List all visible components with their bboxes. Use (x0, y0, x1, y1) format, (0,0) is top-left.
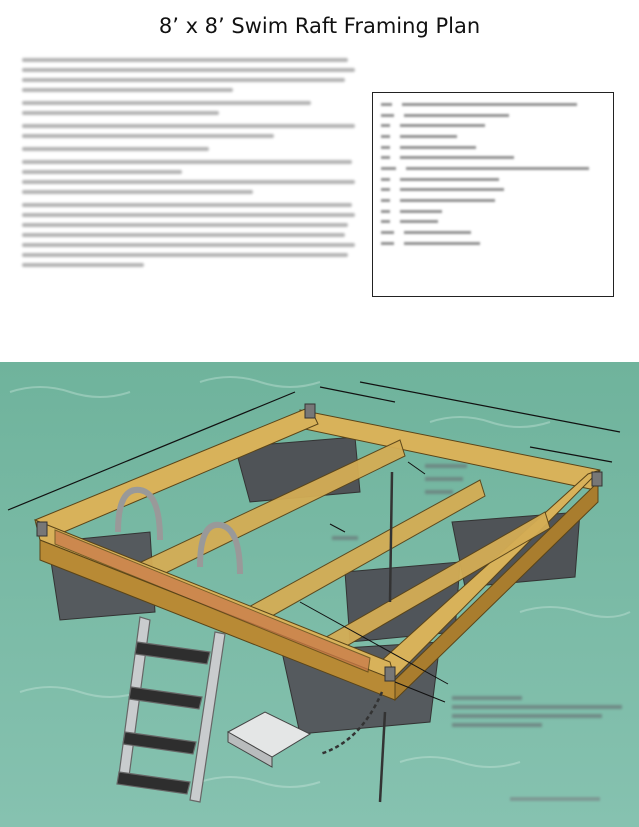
part-name (400, 210, 442, 213)
raft-illustration (0, 362, 639, 827)
part-name (406, 167, 588, 170)
parts-list-row (381, 206, 605, 217)
parts-list-row (381, 142, 605, 153)
part-name (404, 114, 509, 117)
part-quantity (381, 114, 394, 117)
callout-blur (452, 723, 542, 727)
blurred-text-line (22, 134, 274, 138)
part-quantity (381, 199, 390, 202)
part-quantity (381, 210, 390, 213)
part-name (400, 156, 514, 159)
blurred-text-line (22, 180, 355, 184)
blurred-text-line (22, 160, 352, 164)
callout-blur (425, 490, 453, 494)
part-quantity (381, 242, 394, 245)
part-quantity (381, 188, 390, 191)
part-quantity (381, 135, 390, 138)
parts-list-row (381, 227, 605, 238)
instructions-text-blurred (22, 52, 362, 276)
callout-blur (425, 477, 463, 481)
corner-iron (305, 404, 315, 418)
parts-list-box (372, 92, 614, 297)
part-name (400, 146, 476, 149)
part-name (400, 188, 505, 191)
part-name (400, 135, 457, 138)
blurred-text-line (22, 253, 348, 257)
blurred-text-line (22, 190, 253, 194)
blurred-text-line (22, 58, 348, 62)
parts-list-row (381, 195, 605, 206)
blurred-text-line (22, 170, 182, 174)
instruction-paragraph (22, 160, 362, 194)
blurred-text-line (22, 243, 355, 247)
parts-list-row (381, 185, 605, 196)
blurred-text-line (22, 203, 352, 207)
part-name (402, 103, 577, 106)
instruction-paragraph (22, 101, 362, 115)
parts-list-row (381, 163, 605, 174)
blurred-text-line (22, 68, 355, 72)
parts-list-row (381, 238, 605, 249)
blurred-text-line (22, 233, 345, 237)
corner-iron (592, 472, 602, 486)
instruction-paragraph (22, 203, 362, 267)
callout-blur (452, 696, 522, 700)
parts-list-row (381, 120, 605, 131)
parts-list-row (381, 99, 605, 110)
part-quantity (381, 103, 392, 106)
corner-iron (37, 522, 47, 536)
part-quantity (381, 178, 390, 181)
callout-blur (332, 536, 358, 540)
part-quantity (381, 146, 390, 149)
blurred-text-line (22, 124, 355, 128)
blurred-text-line (22, 147, 209, 151)
parts-list-row (381, 110, 605, 121)
blurred-text-line (22, 263, 144, 267)
parts-list-row (381, 152, 605, 163)
blurred-text-line (22, 223, 348, 227)
part-quantity (381, 231, 394, 234)
parts-list-row (381, 217, 605, 228)
page-title: 8’ x 8’ Swim Raft Framing Plan (158, 14, 481, 38)
part-quantity (381, 220, 390, 223)
artist-credit-blurred (510, 797, 600, 801)
part-quantity (381, 156, 390, 159)
instruction-paragraph (22, 58, 362, 92)
parts-list-row (381, 174, 605, 185)
part-quantity (381, 124, 390, 127)
instruction-paragraph (22, 147, 362, 151)
corner-iron (385, 667, 395, 681)
callout-blur (452, 714, 602, 718)
part-quantity (381, 167, 396, 170)
callout-blur (425, 464, 467, 468)
blurred-text-line (22, 101, 311, 105)
part-name (400, 220, 438, 223)
blurred-text-line (22, 213, 355, 217)
blurred-text-line (22, 111, 219, 115)
part-name (400, 178, 499, 181)
callout-blur (452, 705, 622, 709)
instruction-paragraph (22, 124, 362, 138)
parts-list-row (381, 131, 605, 142)
blurred-text-line (22, 88, 233, 92)
part-name (404, 231, 471, 234)
part-name (400, 199, 495, 202)
blurred-text-line (22, 78, 345, 82)
part-name (404, 242, 480, 245)
part-name (400, 124, 486, 127)
